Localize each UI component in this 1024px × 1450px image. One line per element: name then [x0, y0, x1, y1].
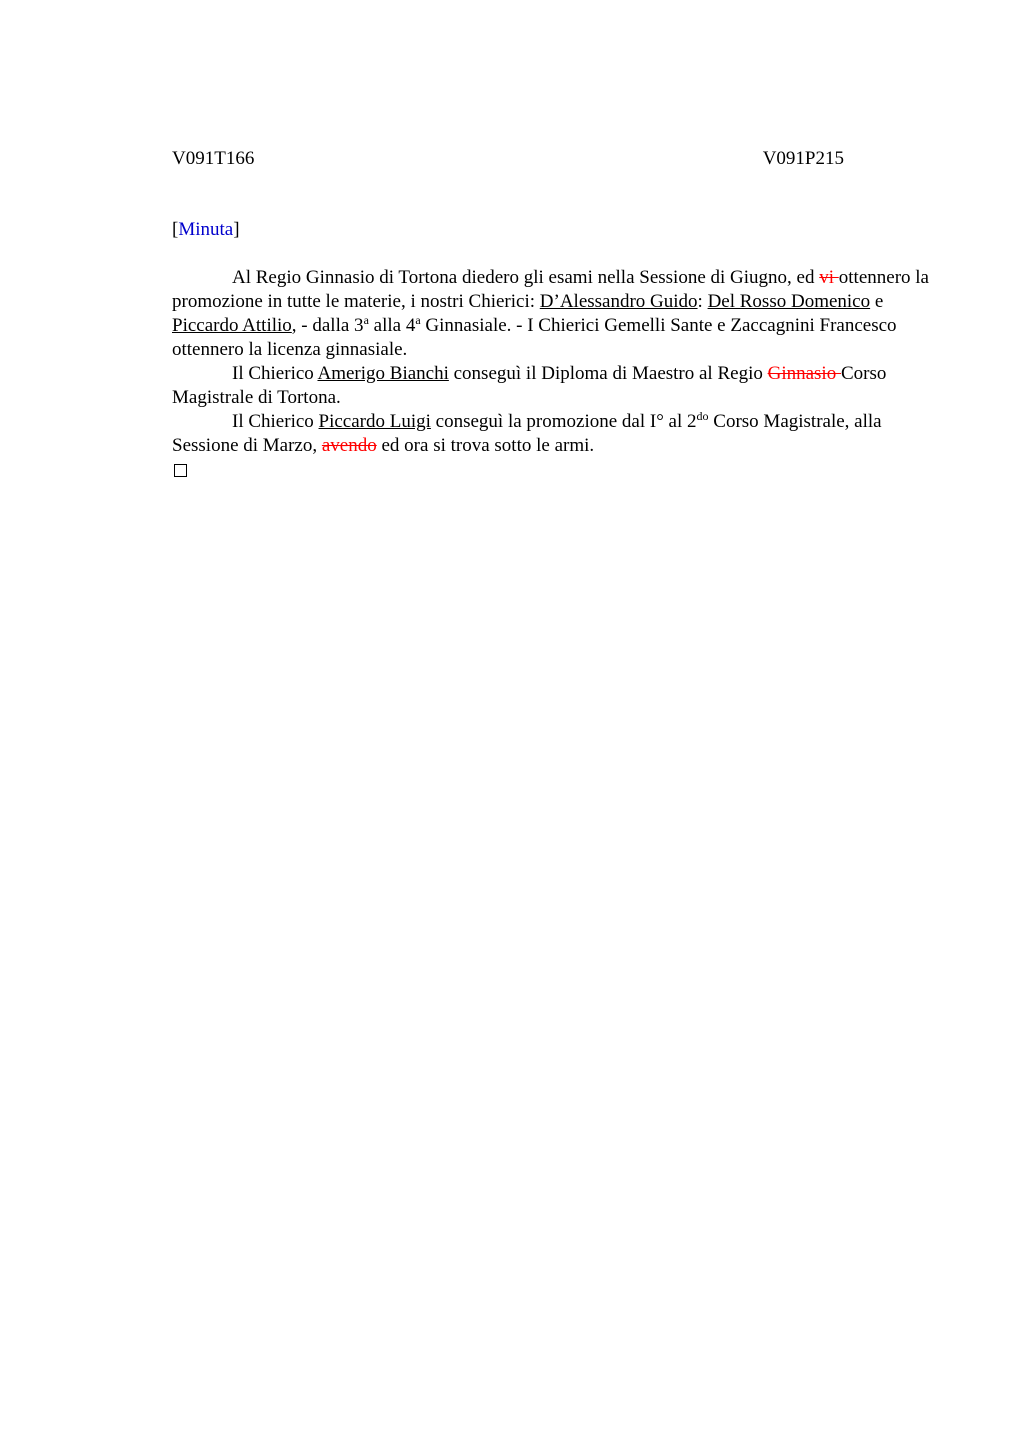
text-run: Il Chierico: [232, 363, 318, 384]
paragraph-2: [172, 362, 932, 410]
text-run: conseguì il Diploma di Maestro al Regio: [448, 363, 768, 384]
text-run: ottennero la promozione in tutte le materie, i nostri Chierici:: [172, 267, 929, 312]
underlined-name: D’Alessandro Guido: [539, 291, 698, 312]
checkbox-square-icon: [174, 464, 187, 477]
minuta-label: Minuta: [178, 219, 234, 240]
text-run: e: [870, 291, 884, 312]
underlined-name: Piccardo Attilio: [172, 315, 292, 336]
text-run: Corso Magistrale, alla Sessione di Marzo,: [172, 411, 882, 456]
superscript: do: [696, 409, 709, 423]
underlined-name: Piccardo Luigi: [318, 411, 431, 432]
minuta-heading: [172, 218, 240, 242]
document-code-right: V091P215: [762, 148, 844, 169]
document-code-left: V091T166: [172, 148, 255, 169]
superscript: a: [415, 313, 421, 327]
deleted-text: Ginnasio: [767, 363, 841, 384]
paragraph-1: [172, 266, 932, 362]
text-run: Il Chierico: [232, 411, 319, 432]
document-body: [172, 266, 932, 484]
text-run: alla 4: [368, 315, 416, 336]
deleted-text: avendo: [321, 435, 377, 456]
paragraph-3: [172, 410, 932, 458]
text-run: Ginnasiale. - I Chierici Gemelli Sante e Zaccagnini Francesco ottennero la licenza ginnasiale.: [172, 315, 897, 360]
underlined-name: Del Rosso Domenico: [707, 291, 871, 312]
deleted-text: vi: [819, 267, 839, 288]
text-run: conseguì la promozione dal I° al 2: [430, 411, 697, 432]
open-bracket: [: [172, 219, 179, 240]
text-run: Corso Magistrale di Tortona.: [172, 363, 887, 408]
end-marker: [172, 458, 932, 484]
close-bracket: ]: [233, 219, 240, 240]
text-run: , - dalla 3: [291, 315, 364, 336]
underlined-name: Amerigo Bianchi: [317, 363, 449, 384]
text-run: :: [697, 291, 708, 312]
text-run: Al Regio Ginnasio di Tortona diedero gli esami nella Sessione di Giugno, ed: [232, 267, 820, 288]
superscript: a: [363, 313, 369, 327]
page-header: [172, 147, 844, 171]
text-run: ed ora si trova sotto le armi.: [376, 435, 595, 456]
